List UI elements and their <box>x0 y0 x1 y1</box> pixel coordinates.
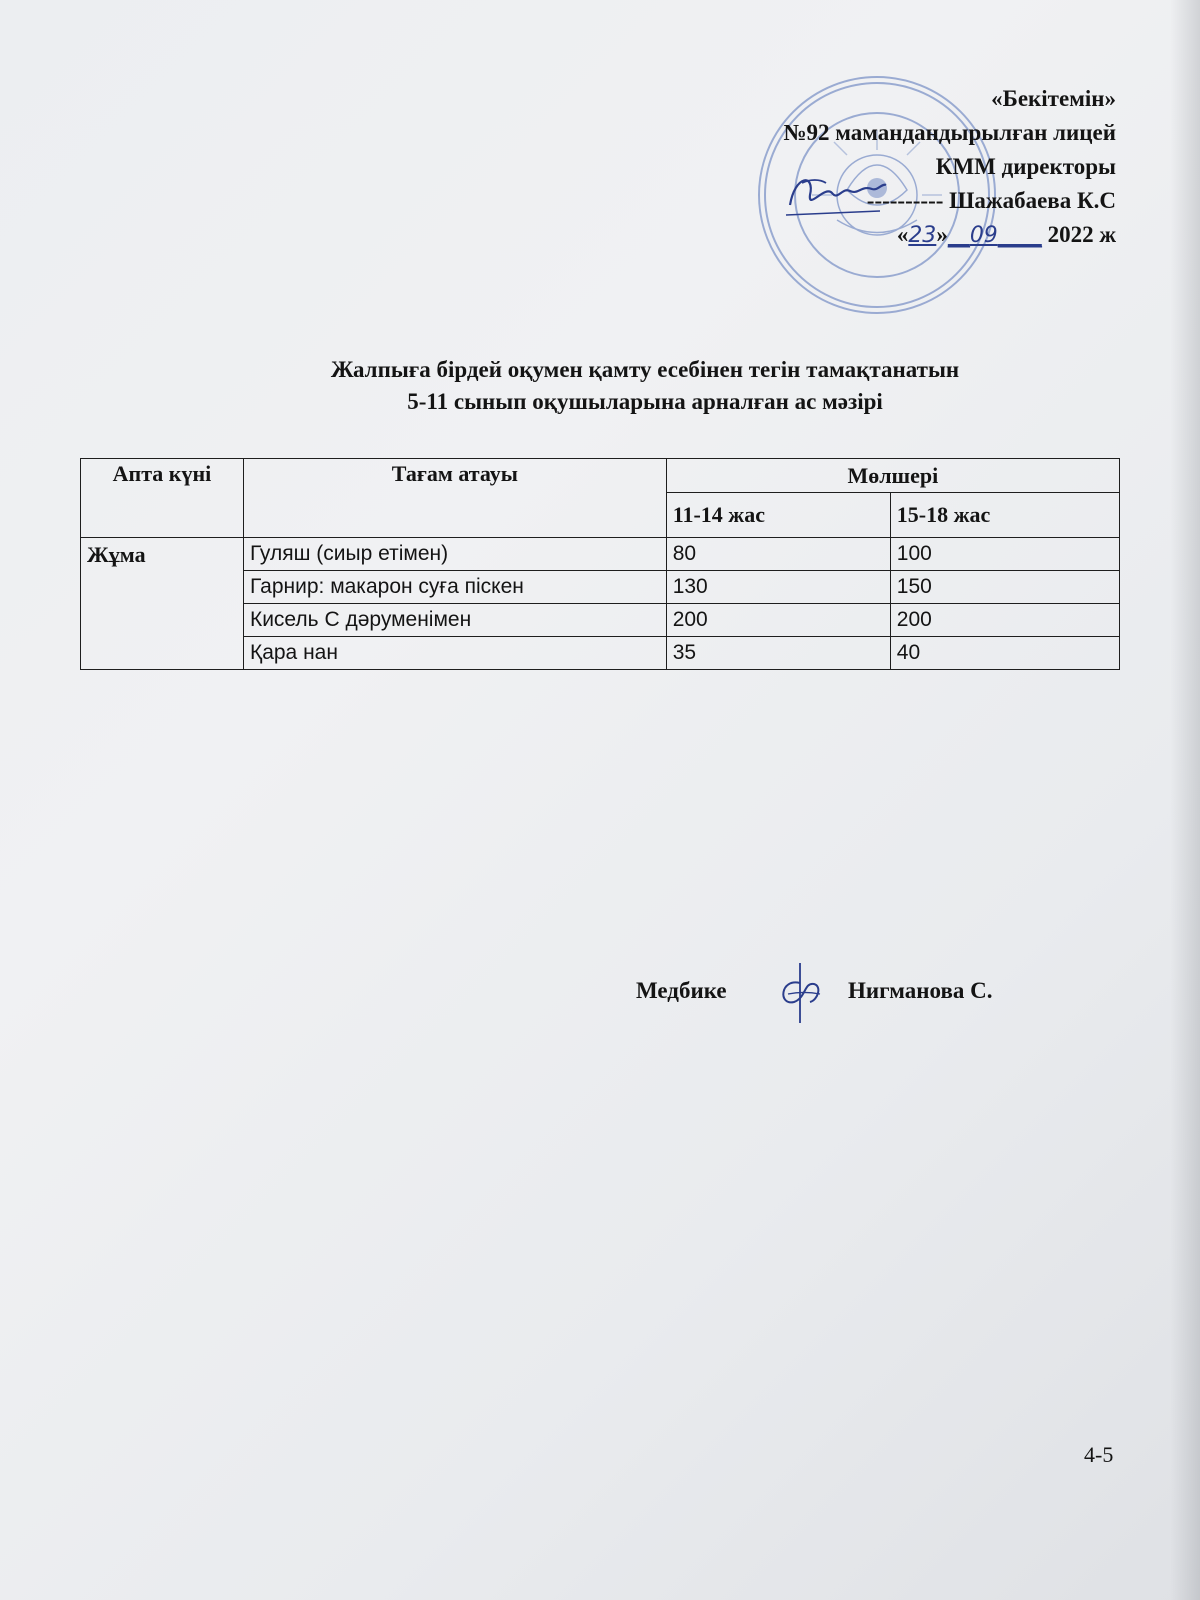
amount-15-18-cell: 200 <box>890 604 1119 637</box>
day-cell: Жұма <box>81 538 244 670</box>
menu-table <box>80 458 1120 670</box>
date-close-quote: » <box>936 222 948 247</box>
nurse-role: Медбике <box>636 978 727 1003</box>
dish-cell: Қара нан <box>243 637 666 670</box>
amount-11-14-cell: 130 <box>666 571 890 604</box>
approval-director: ---------- Шажабаева К.С <box>866 188 1116 213</box>
approval-position: КММ директоры <box>935 154 1116 179</box>
header-dish: Тағам атауы <box>243 459 666 538</box>
amount-15-18-cell: 100 <box>890 538 1119 571</box>
date-year: 2022 ж <box>1041 222 1116 247</box>
approval-school: №92 мамандандырылған лицей <box>783 120 1116 145</box>
amount-11-14-cell: 35 <box>666 637 890 670</box>
header-day: Апта күні <box>81 459 244 538</box>
amount-15-18-cell: 40 <box>890 637 1119 670</box>
dish-cell: Гарнир: макарон суға піскен <box>243 571 666 604</box>
title-line-2: 5-11 сынып оқушыларына арналған ас мәзірі <box>407 389 883 414</box>
amount-11-14-cell: 200 <box>666 604 890 637</box>
page-edge-shadow <box>1170 0 1200 1600</box>
title-line-1: Жалпыға бірдей оқумен қамту есебінен тегін тамақтанатын <box>330 357 960 382</box>
amount-15-18-cell: 150 <box>890 571 1119 604</box>
date-month: __09____ <box>947 223 1042 248</box>
header-age-11-14: 11-14 жас <box>666 493 890 538</box>
table-row <box>81 538 1120 571</box>
dish-cell: Кисель С дәруменімен <box>243 604 666 637</box>
amount-11-14-cell: 80 <box>666 538 890 571</box>
date-open-quote: « <box>896 222 909 247</box>
nurse-name: Нигманова С. <box>848 978 993 1003</box>
approval-date <box>596 218 1116 253</box>
approval-heading: «Бекітемін» <box>991 86 1116 111</box>
approval-block <box>596 82 1116 253</box>
date-day: 23 <box>908 223 937 248</box>
header-age-15-18: 15-18 жас <box>890 493 1119 538</box>
nurse-signature-line <box>636 978 993 1004</box>
table-header-row <box>81 459 1120 493</box>
page-number: 4-5 <box>1084 1442 1114 1467</box>
dish-cell: Гуляш (сиыр етімен) <box>243 538 666 571</box>
nurse-signature <box>770 958 830 1028</box>
document-title <box>0 354 1200 418</box>
header-amount: Мөлшері <box>666 459 1119 493</box>
